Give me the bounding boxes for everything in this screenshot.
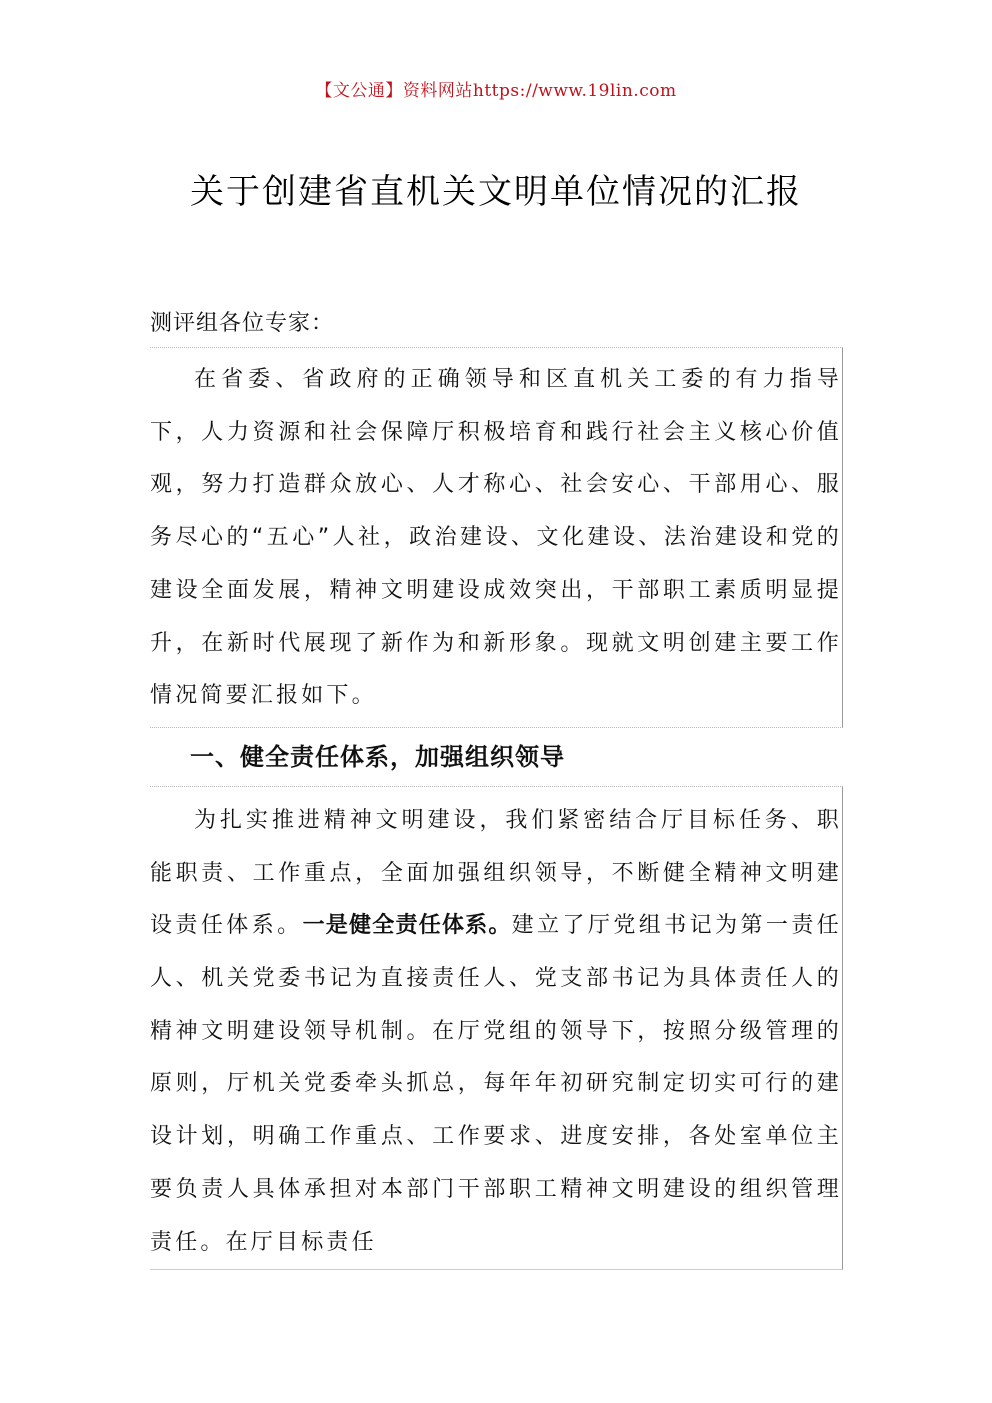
paragraph-section-1-start: 为扎实推进精神文明建设，我们紧密结合厅目标任务、职能职责、工作重点，全面加强组织领导，不断健全精神文明建设责任体系。 bbox=[150, 807, 842, 939]
document-title: 关于创建省直机关文明单位情况的汇报 bbox=[190, 172, 802, 212]
section-heading-1: 一、健全责任体系，加强组织领导 bbox=[150, 728, 843, 787]
paragraph-section-1-bold-lead: 一是健全责任体系。 bbox=[302, 913, 512, 939]
document-body bbox=[150, 300, 843, 1270]
site-watermark-header: 【文公通】资料网站https://www.19lin.com bbox=[315, 81, 677, 101]
salutation: 测评组各位专家： bbox=[150, 300, 843, 348]
paragraph-intro: 在省委、省政府的正确领导和区直机关工委的有力指导下，人力资源和社会保障厅积极培育和践行社会主义核心价值观，努力打造群众放心、人才称心、社会安心、干部用心、服务尽心的“五心”人社，政治建设、文化建设、法治建设和党的建设全面发展，精神文明建设成效突出，干部职工素质明显提升，在新时代展现了新作为和新形象。现就文明创建主要工作情况简要汇报如下。 bbox=[150, 348, 843, 728]
paragraph-section-1-rest: 建立了厅党组书记为第一责任人、机关党委书记为直接责任人、党支部书记为具体责任人的精神文明建设领导机制。在厅党组的领导下，按照分级管理的原则，厅机关党委牵头抓总，每年年初研究制定切实可行的建设计划，明确工作重点、工作要求、进度安排，各处室单位主要负责人具体承担对本部门干部职工精神文明建设的组织管理责任。在厅目标责任 bbox=[150, 913, 842, 1255]
paragraph-section-1 bbox=[150, 787, 843, 1270]
